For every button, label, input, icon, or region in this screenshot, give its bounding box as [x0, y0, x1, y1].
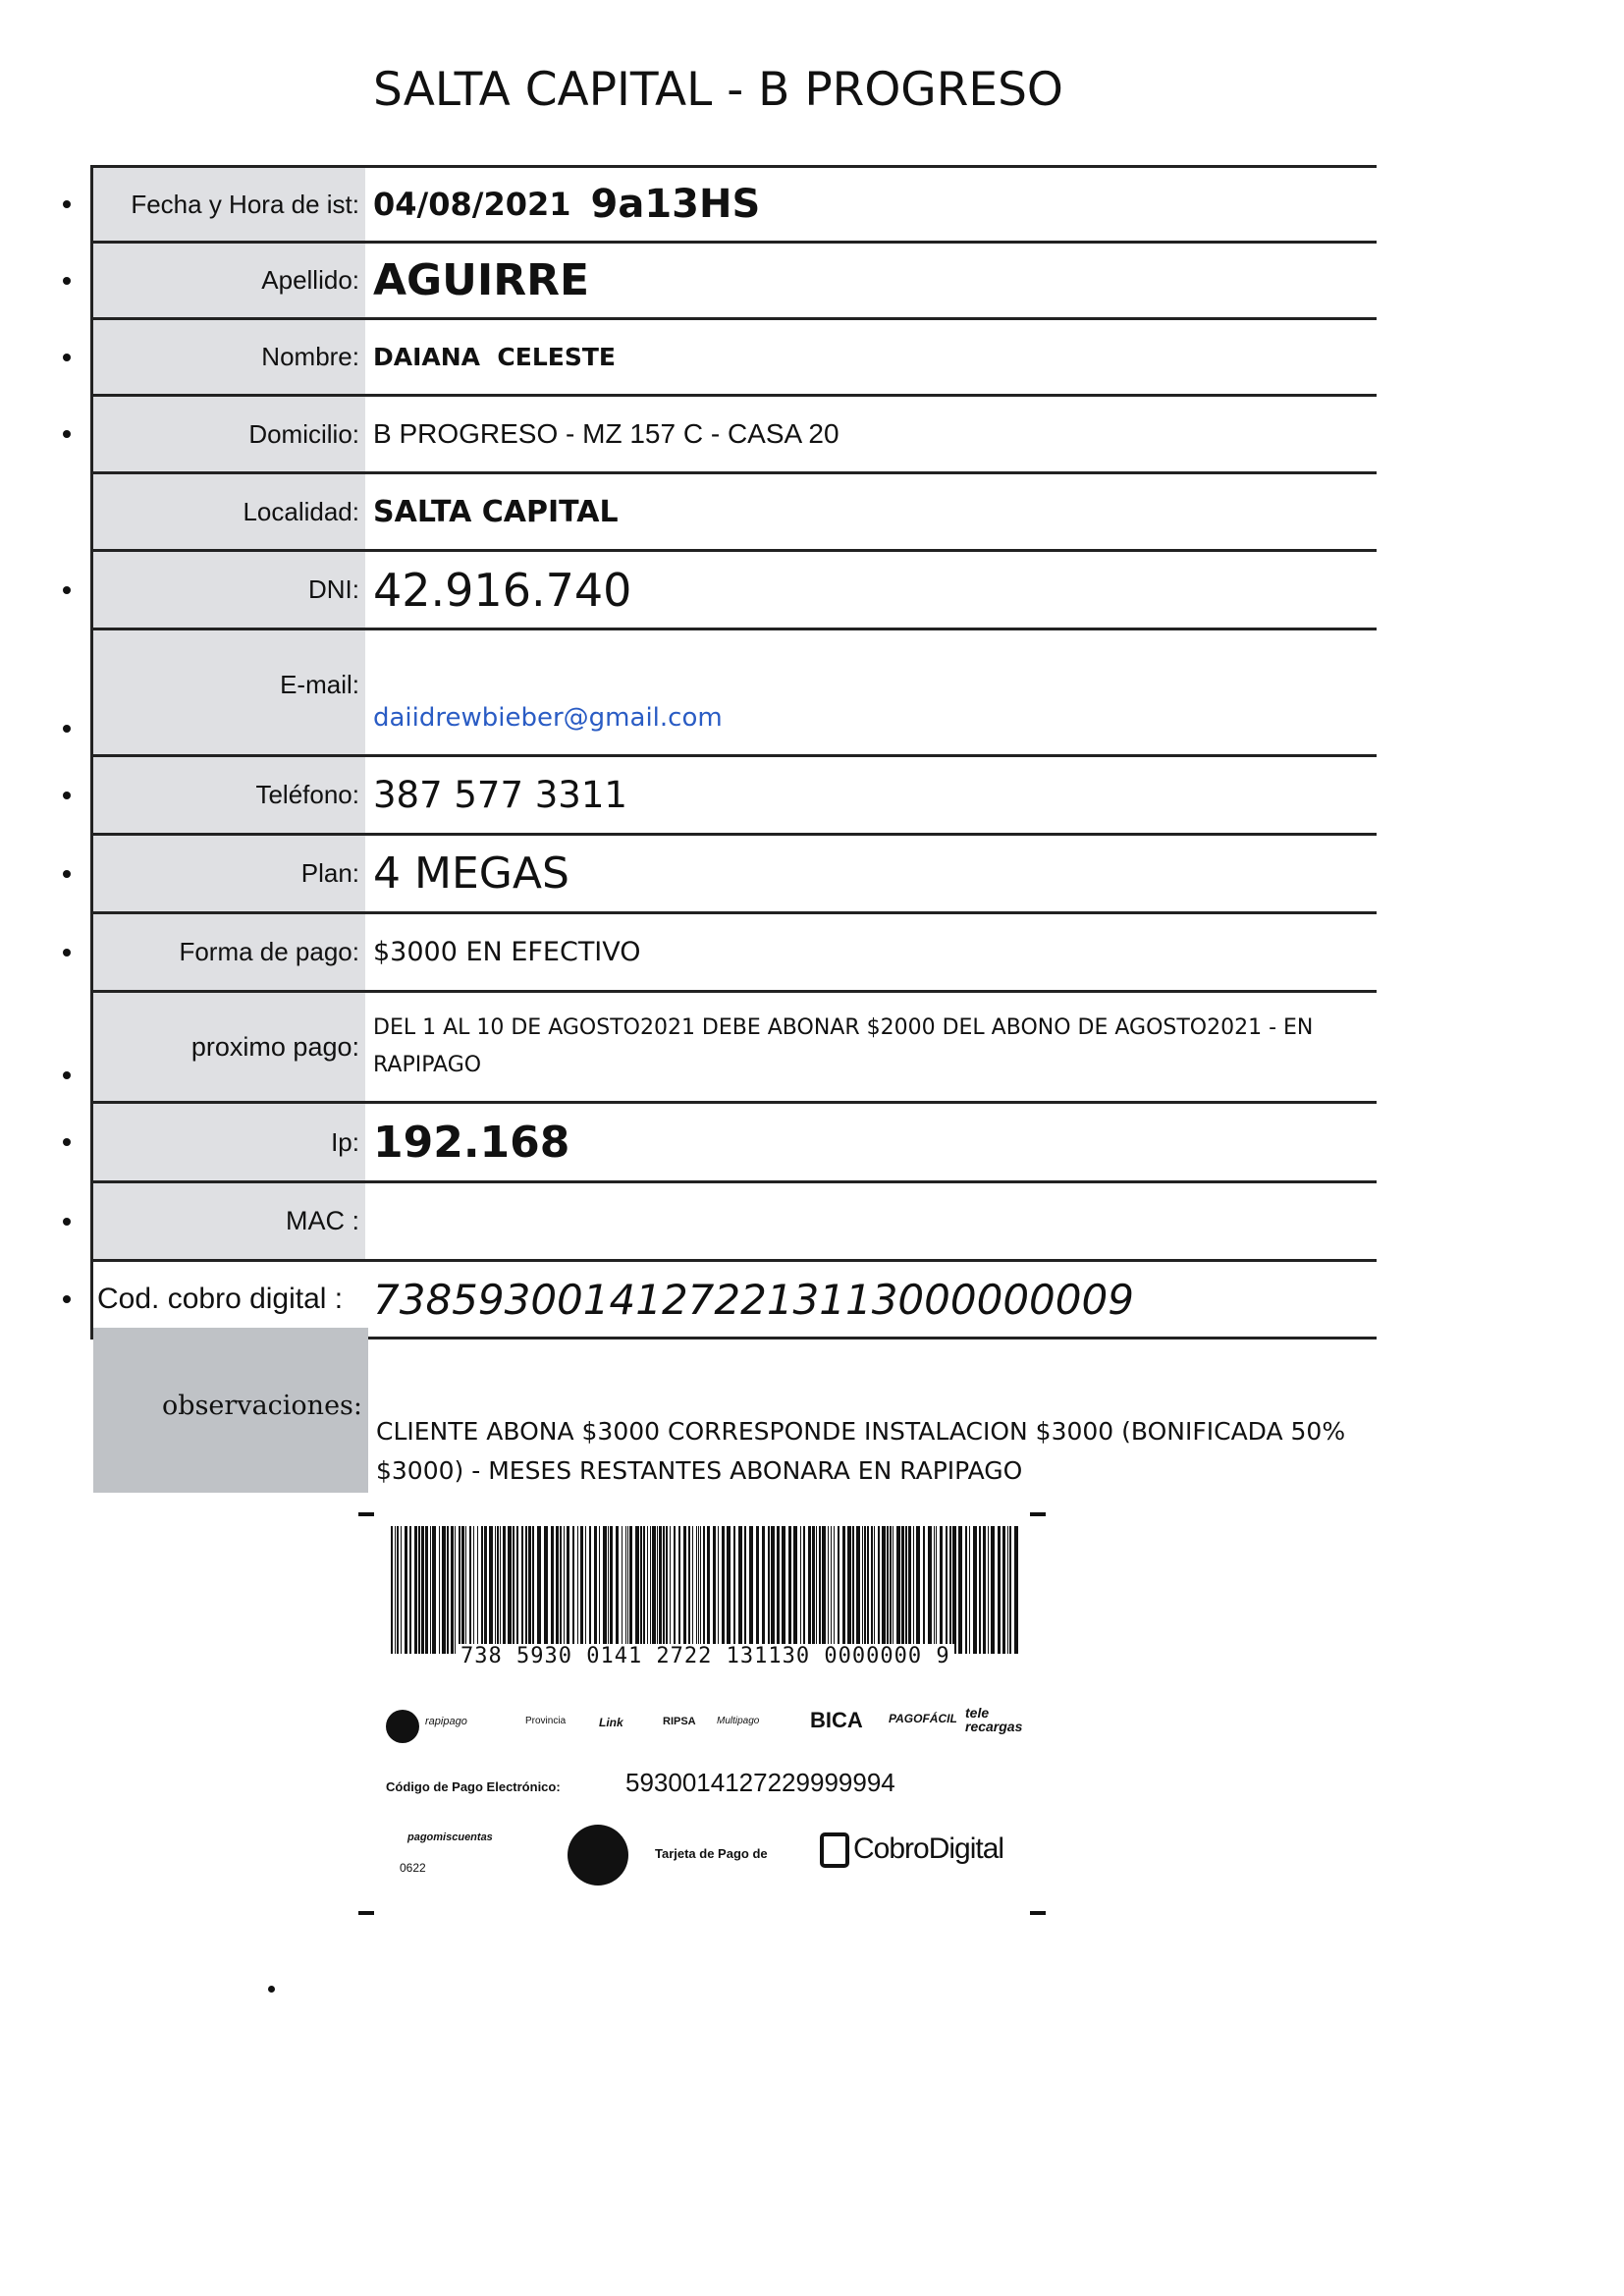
value-localidad-wrap — [365, 474, 1377, 549]
value-telefono-wrap — [365, 757, 1377, 833]
bullet — [63, 586, 71, 594]
label-forma-pago: Forma de pago: — [90, 914, 365, 990]
crop-corner — [1030, 1512, 1046, 1516]
value-plan: 4 MEGAS — [373, 848, 569, 899]
label-nombre: Nombre: — [90, 320, 365, 394]
cobrodigital-brand — [820, 1832, 1003, 1868]
row-mac — [90, 1180, 1377, 1259]
label-proximo-pago: proximo pago: — [90, 993, 365, 1101]
payment-logos — [378, 1704, 1046, 1747]
value-apellido: AGUIRRE — [373, 255, 590, 305]
label-ip: Ip: — [90, 1104, 365, 1180]
logo-multipago: Multipago — [717, 1716, 760, 1726]
row-apellido — [90, 241, 1377, 317]
stray-dot — [268, 1986, 275, 1993]
row-telefono — [90, 754, 1377, 833]
value-cod-cobro: 73859300141272213113000000009 — [373, 1275, 1134, 1324]
row-domicilio — [90, 394, 1377, 471]
voucher-small-code: 0622 — [400, 1861, 426, 1875]
logo-pagomiscuentas: pagomiscuentas — [407, 1831, 493, 1843]
tarjeta-label: Tarjeta de Pago de — [655, 1846, 768, 1861]
value-proximo-pago-wrap — [365, 993, 1377, 1101]
label-apellido: Apellido: — [90, 244, 365, 317]
row-dni — [90, 549, 1377, 628]
value-cod-cobro-wrap — [365, 1262, 1377, 1337]
bullet — [63, 1138, 71, 1146]
crop-corner — [358, 1512, 374, 1516]
hologram-circle-icon — [568, 1825, 628, 1886]
bullet — [63, 1071, 71, 1079]
value-nombre-wrap — [365, 320, 1377, 394]
label-plan: Plan: — [90, 836, 365, 911]
barcode-number: 738 5930 0141 2722 131130 0000000 9 — [457, 1644, 954, 1668]
value-observaciones: CLIENTE ABONA $3000 CORRESPONDE INSTALACION $3000 (BONIFICADA 50% $3000) - MESES RESTANTES ABONARA EN RAPIPAGO — [376, 1417, 1346, 1485]
bullet — [63, 1218, 71, 1226]
bullet — [63, 200, 71, 208]
value-nombre: DAIANA CELESTE — [373, 343, 616, 371]
value-hora: 9a13HS — [590, 182, 761, 227]
payment-voucher — [358, 1512, 1046, 1915]
client-form — [90, 165, 1377, 1339]
value-email[interactable]: daiidrewbieber@gmail.com — [373, 703, 723, 733]
value-mac-wrap — [365, 1183, 1377, 1259]
observaciones-block — [93, 1328, 1380, 1493]
rapipago-logo-icon — [386, 1710, 419, 1743]
row-proximo-pago — [90, 990, 1377, 1101]
value-domicilio-wrap — [365, 397, 1377, 471]
row-fecha — [90, 165, 1377, 241]
label-mac: MAC : — [90, 1183, 365, 1259]
label-email: E-mail: — [90, 630, 365, 754]
logo-ripsa: RIPSA — [663, 1716, 696, 1727]
value-dni: 42.916.740 — [373, 563, 632, 617]
cobrodigital-logo-icon — [820, 1832, 849, 1868]
row-ip — [90, 1101, 1377, 1180]
value-proximo-pago: DEL 1 AL 10 DE AGOSTO2021 DEBE ABONAR $2000 DEL ABONO DE AGOSTO2021 - EN RAPIPAGO — [373, 1015, 1314, 1077]
bullet — [63, 430, 71, 438]
label-telefono: Teléfono: — [90, 757, 365, 833]
logo-pagofacil: PAGOFÁCIL — [889, 1712, 957, 1725]
logo-provincia: Provincia — [525, 1716, 567, 1726]
label-cod-cobro: Cod. cobro digital : — [90, 1262, 365, 1337]
bullet — [63, 792, 71, 799]
logo-rapipago: rapipago — [425, 1716, 467, 1727]
label-domicilio: Domicilio: — [90, 397, 365, 471]
value-localidad: SALTA CAPITAL — [373, 494, 619, 529]
value-plan-wrap — [365, 836, 1377, 911]
bullet — [63, 725, 71, 733]
bullet — [63, 277, 71, 285]
row-localidad — [90, 471, 1377, 549]
crop-corner — [358, 1911, 374, 1915]
value-dni-wrap — [365, 552, 1377, 628]
crop-corner — [1030, 1911, 1046, 1915]
row-email — [90, 628, 1377, 754]
label-localidad: Localidad: — [90, 474, 365, 549]
value-forma-pago-wrap — [365, 914, 1377, 990]
bullet — [63, 354, 71, 361]
value-ip-wrap — [365, 1104, 1377, 1180]
logo-telerecargas: tele recargas — [965, 1705, 1023, 1734]
label-observaciones: observaciones: — [93, 1328, 368, 1493]
label-dni: DNI: — [90, 552, 365, 628]
value-fecha-wrap — [365, 168, 1377, 241]
bullet — [63, 1295, 71, 1303]
logo-link: Link — [599, 1716, 623, 1729]
value-email-wrap — [365, 630, 1377, 754]
value-ip: 192.168 — [373, 1117, 570, 1168]
cobrodigital-text: CobroDigital — [853, 1832, 1004, 1865]
barcode-image — [391, 1526, 1019, 1664]
row-forma-pago — [90, 911, 1377, 990]
value-apellido-wrap — [365, 244, 1377, 317]
value-telefono: 387 577 3311 — [373, 774, 627, 816]
value-domicilio: B PROGRESO - MZ 157 C - CASA 20 — [373, 418, 839, 449]
row-nombre — [90, 317, 1377, 394]
value-forma-pago: $3000 EN EFECTIVO — [373, 937, 641, 967]
value-fecha: 04/08/2021 — [373, 186, 571, 223]
codigo-pago-value: 5930014127229999994 — [625, 1768, 895, 1797]
codigo-pago-label: Código de Pago Electrónico: — [386, 1779, 561, 1794]
label-fecha: Fecha y Hora de ist: — [90, 168, 365, 241]
bullet — [63, 949, 71, 957]
page-title: SALTA CAPITAL - B PROGRESO — [373, 63, 1063, 117]
logo-bica: BICA — [810, 1708, 863, 1732]
row-plan — [90, 833, 1377, 911]
bullet — [63, 870, 71, 878]
